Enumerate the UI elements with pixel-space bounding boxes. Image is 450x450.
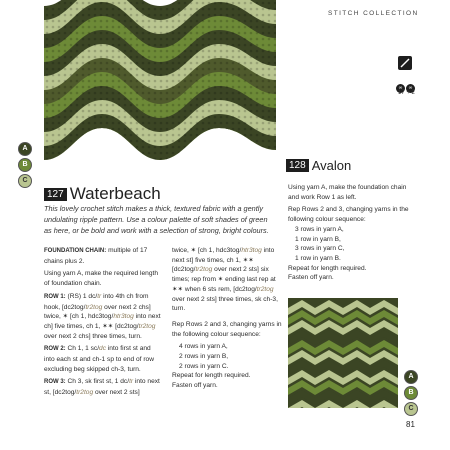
row-3-label: ROW 3: [44,379,66,386]
waterbeach-swatch-image [44,0,276,172]
uk-term: htr3tog [113,313,134,321]
section-label: STITCH COLLECTION [328,10,419,17]
avalon-instructions [288,183,412,286]
colour-sequence-list [172,342,282,371]
page-number: 81 [406,420,415,429]
stitch-title-127 [44,184,161,204]
yarn-a-icon: A [18,142,32,156]
stitch-multiple: 17 + 2 [398,90,415,96]
row-3-text: Ch 3, sk first st, 1 dc/ [65,378,130,386]
row-3-text: into next st] five times, ch 1, ✶✶ [dc2tog/ [172,247,275,274]
uk-term: dc [99,345,106,353]
yarn-c-icon: C [404,402,418,416]
row-3-text: into next st, [dc2tog/ [44,378,160,397]
stitch-number: 127 [44,188,67,201]
uk-term: tr [129,378,134,386]
row-3-text: twice, ✶ [ch 1, hdc3tog/ [172,247,242,254]
stitch-name: Avalon [311,158,352,174]
yarn-key-avalon [404,370,418,418]
hook-icon [398,56,412,70]
rep-rows-text: Rep Rows 2 and 3, changing yarns in the following colour sequence: [172,320,282,338]
row-1-text: (RS) 1 dc/ [67,292,98,300]
sequence-item: 2 rows in yarn B, [179,353,229,361]
row-1-text: into next ch] five times, ch 1, ✶✶ [dc2tog/ [44,313,161,330]
uk-term: tr2tog [76,389,94,397]
row-1-text: over next 2 chs] three times, turn. [44,332,142,340]
sequence-item: 1 row in yarn B. [295,254,341,262]
sequence-item: 2 rows in yarn C. [179,362,229,370]
uk-term: tr [97,292,102,300]
row-2-text: into first st and into each st and ch-1 sp to end of row excluding beg skipped ch-3, turn. [44,345,154,373]
row-1-text: over next 2 chs] twice, ✶ [ch 1, hdc3tog/ [44,303,151,321]
instructions-column-1 [44,246,162,401]
stitch-number: 128 [286,159,309,172]
yarn-a-icon: A [404,370,418,384]
instructions-column-2 [172,246,282,394]
row-3-text: over next 2 sts] three times, sk ch-3, turn. [172,295,278,313]
sequence-item: 4 rows in yarn A, [179,343,228,351]
using-yarn-text: Using yarn A, make the required length of foundation chain. [44,270,158,288]
sequence-item: 3 rows in yarn A, [295,225,344,233]
uk-term: htr3tog [241,247,262,254]
sequence-item: 3 rows in yarn C, [295,245,345,253]
uk-term: tr2tog [195,266,213,274]
waterbeach-intro: This lovely crochet stitch makes a thick, textured fabric with a gently undulating ripple pattern. Use a colour palette of soft shades of green as here, or be bold and work with a selection of strong, bright colours. [44,204,269,235]
stitch-name: Waterbeach [69,184,161,203]
uk-term: tr2tog [256,285,274,293]
repeat-text: Repeat for length required. [172,372,251,380]
row-3-text: over next 2 sts] six times; rep from ✶ ending last rep at ✶✶ when 6 sts rem, [dc2tog/ [172,266,276,293]
row-3-text: over next 2 sts] [93,389,140,397]
repeat-text: Repeat for length required. [288,264,367,272]
row-1-label: ROW 1: [44,293,66,300]
uk-term: tr2tog [138,322,156,330]
yarn-c-icon: C [18,174,32,188]
stitch-title-128 [286,157,351,175]
foundation-text: multiple of 17 chains plus 2. [44,247,148,265]
difficulty-icon: ∞ [406,84,415,93]
yarn-b-icon: B [404,386,418,400]
row-2-text: Ch 1, 1 sc/ [65,345,100,353]
fasten-text: Fasten off yarn. [172,382,218,390]
foundation-label: FOUNDATION CHAIN: [44,248,107,254]
yarn-key-waterbeach [18,142,32,190]
sequence-item: 1 row in yarn B, [295,235,341,243]
colour-sequence-list [288,225,412,264]
row-1-text: into 4th ch from hook, [dc2tog/ [44,292,149,311]
fasten-text: Fasten off yarn. [288,274,334,282]
difficulty-icon: ∞ [396,84,405,93]
yarn-b-icon: B [18,158,32,172]
avalon-intro: Using yarn A, make the foundation chain and work Row 1 as left. [288,184,407,201]
uk-term: tr2tog [85,303,103,311]
row-2-label: ROW 2: [44,346,66,353]
avalon-swatch-image [288,298,398,408]
rep-rows-text: Rep Rows 2 and 3, changing yarns in the following colour sequence: [288,206,409,224]
